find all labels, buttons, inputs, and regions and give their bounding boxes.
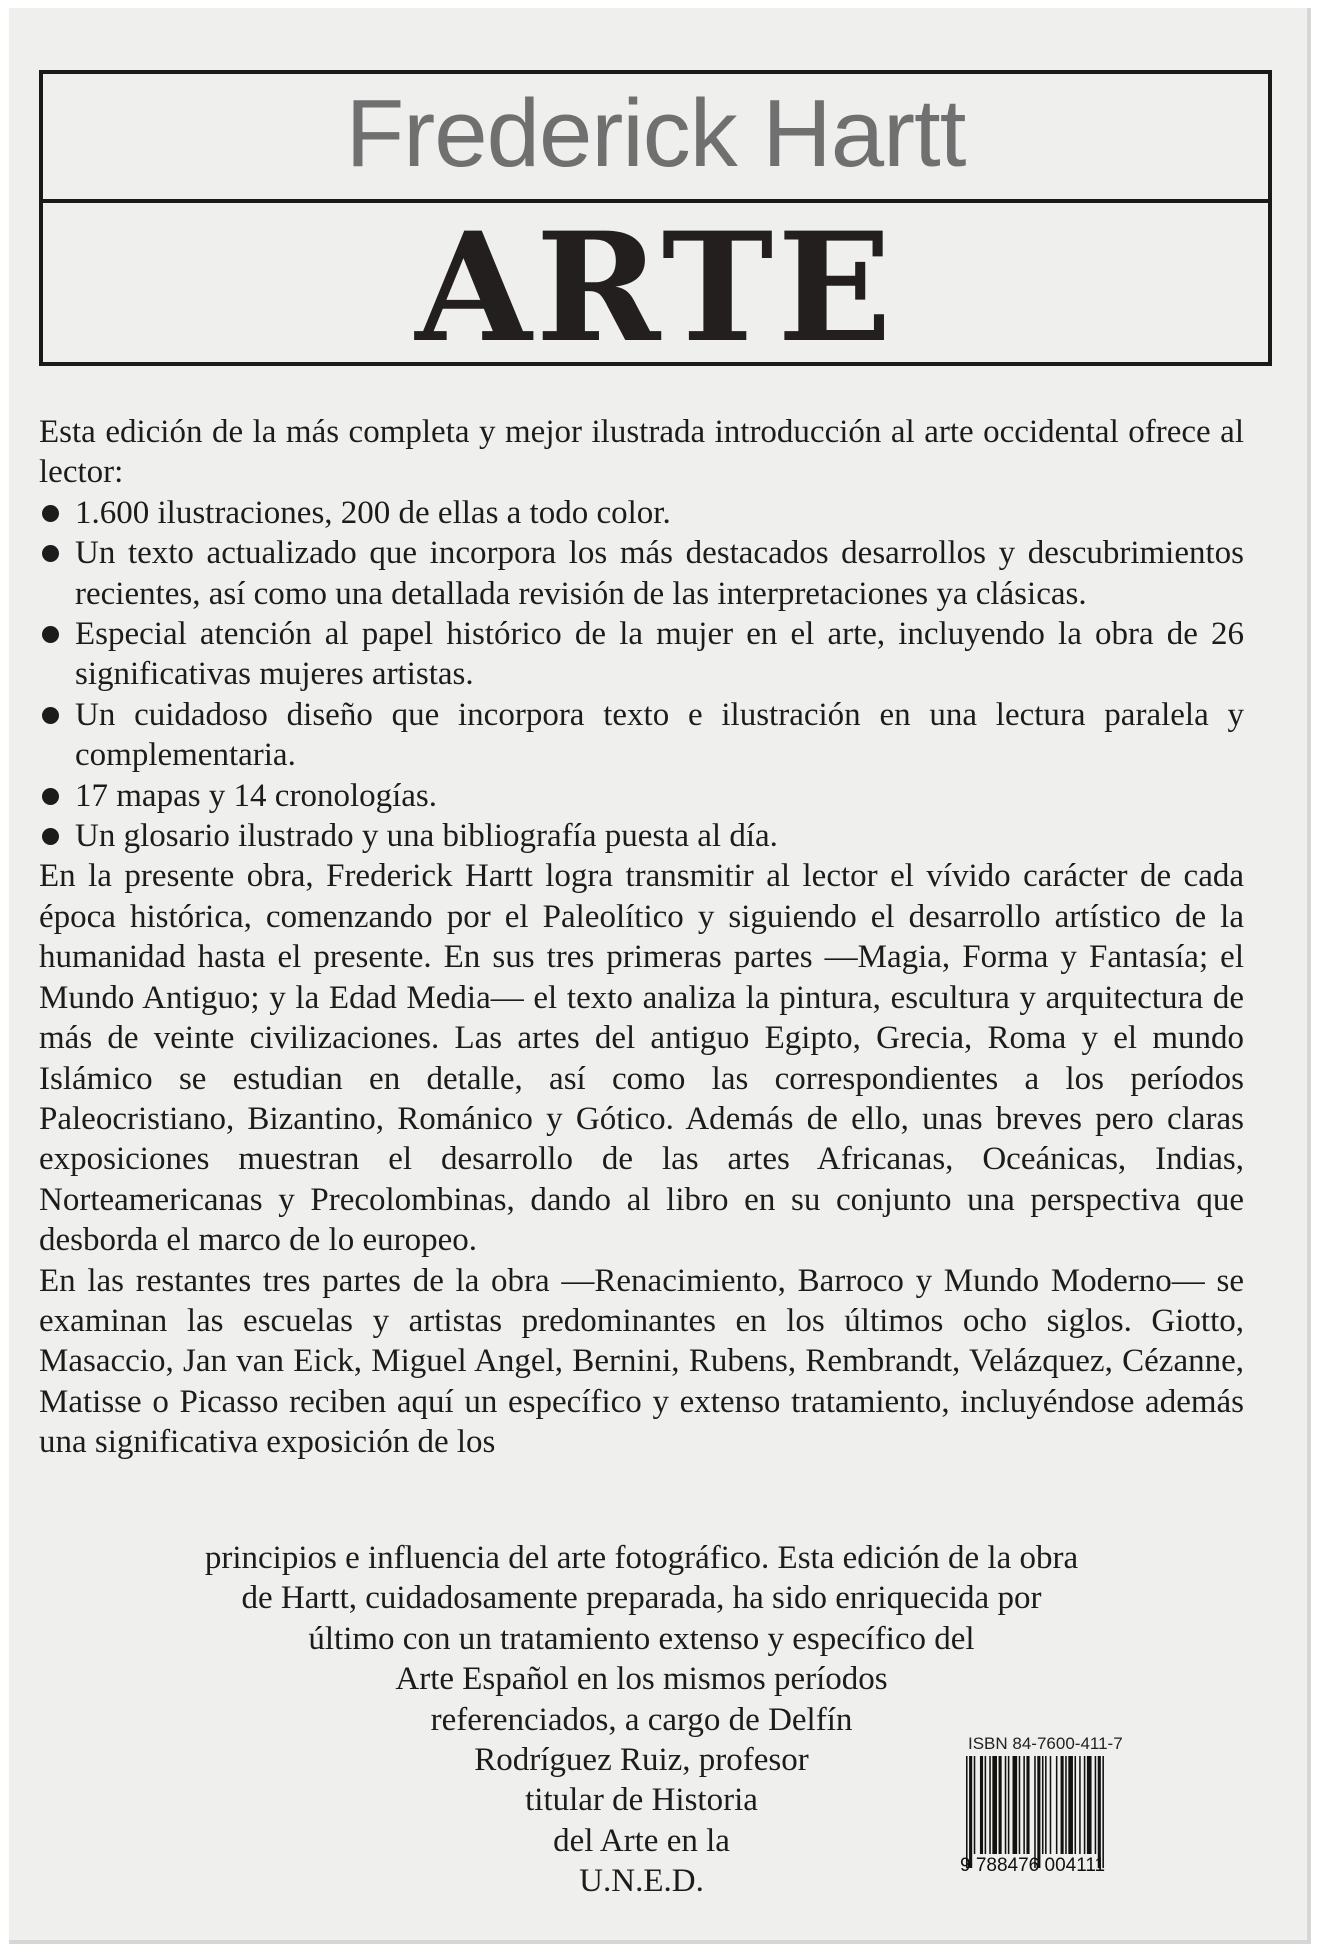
bullet-item xyxy=(39,695,1244,776)
barcode-bar xyxy=(966,1756,968,1868)
barcode-bar xyxy=(1013,1756,1018,1854)
bullet-dot-icon xyxy=(39,614,75,654)
closing-line: principios e influencia del arte fotográfico. Esta edición de la obra xyxy=(204,1540,1079,1576)
bullet-text: Especial atención al papel histórico de la mujer en el arte, incluyendo la obra de 26 significativas mujeres artistas. xyxy=(75,616,1244,693)
closing-line: del Arte en la xyxy=(553,1822,730,1859)
title-box xyxy=(39,70,1272,376)
bullet-text: Un texto actualizado que incorpora los más destacados desarrollos y descubrimientos recientes, así como una detallada revisión de las interpretaciones ya clásicas. xyxy=(75,535,1244,612)
closing-line: Rodríguez Ruiz, profesor xyxy=(474,1742,809,1779)
barcode-bar xyxy=(1008,1756,1010,1854)
barcode-bar xyxy=(1084,1756,1086,1854)
barcode-bar xyxy=(1050,1756,1052,1854)
bullet-dot-icon xyxy=(39,695,75,735)
barcode-bar xyxy=(1042,1756,1044,1854)
barcode-bar xyxy=(1056,1756,1058,1854)
barcode-bar xyxy=(1034,1756,1036,1868)
closing-line: U.N.E.D. xyxy=(579,1863,704,1900)
barcode-bar xyxy=(1065,1756,1067,1854)
barcode-bar xyxy=(1098,1756,1101,1868)
body-paragraph-2: En las restantes tres partes de la obra —Renacimiento, Barroco y Mundo Moderno— se examinan las escuelas y artistas predominantes en los últimos ocho siglos. Giotto, Masaccio, Jan van Eick, Miguel Angel, Bernini, Rubens, Rembrandt, Velázquez, Cézanne, Matisse o Picasso reciben aquí un específico y extenso tratamiento, incluyéndose además una significativa exposición de los xyxy=(39,1262,1244,1461)
closing-line: titular de Historia xyxy=(525,1782,758,1819)
barcode-bar xyxy=(1037,1756,1040,1868)
bullet-text: Un cuidadoso diseño que incorpora texto e ilustración en una lectura paralela y complementaria. xyxy=(75,696,1244,774)
barcode-bar xyxy=(1045,1756,1047,1854)
barcode-bar xyxy=(1095,1756,1097,1854)
bullet-item xyxy=(39,614,1244,695)
closing-line: último con un tratamiento extenso y específico del xyxy=(308,1620,975,1657)
barcode-bar xyxy=(974,1756,976,1854)
barcode-bar xyxy=(999,1756,1002,1854)
closing-line: Arte Español en los mismos períodos xyxy=(395,1661,888,1698)
closing-line: referenciados, a cargo de Delfín xyxy=(430,1701,853,1738)
barcode-bar xyxy=(1005,1756,1007,1854)
barcode-digits: 9 788476 004111 xyxy=(960,1855,1106,1876)
bullet-item xyxy=(39,816,1244,856)
description-text xyxy=(39,412,1244,1463)
bullet-text: Un glosario ilustrado y una bibliografía puesta al día. xyxy=(75,818,778,855)
barcode-bar xyxy=(989,1756,991,1854)
author-name: Frederick Hartt xyxy=(345,80,966,187)
barcode-bar xyxy=(1079,1756,1081,1854)
barcode-bar xyxy=(1068,1756,1073,1854)
barcode-bar xyxy=(1026,1756,1029,1854)
barcode-bar xyxy=(985,1756,987,1854)
body-paragraph-1: En la presente obra, Frederick Hartt logra transmitir al lector el vívido carácter de cada época histórica, comenzando por el Paleolítico y siguiendo el desarrollo artístico de la humanidad hasta el presente. En sus tres primeras partes —Magia, Forma y Fantasía; el Mundo Antiguo; y la Edad Media— el texto analiza la pintura, escultura y arquitectura de más de veinte civilizaciones. Las artes del antiguo Egipto, Grecia, Roma y el mundo Islámico se estudian en detalle, así como las correspondientes a los períodos Paleocristiano, Bizantino, Románico y Gótico. Además de ello, unas breves pero claras exposiciones muestran el desarrollo de las artes Africanas, Oceánicas, Indias, Norteamericanas y Precolombinas, dando al libro en su conjunto una perspectiva que desborda el marco de lo europeo. xyxy=(39,858,1244,1259)
barcode-bar xyxy=(969,1756,972,1868)
book-title: ARTE xyxy=(415,200,896,376)
bullet-dot-icon xyxy=(39,776,75,816)
barcode-bar xyxy=(1019,1756,1021,1854)
bullet-dot-icon xyxy=(39,816,75,856)
barcode-bar xyxy=(1087,1756,1092,1854)
bullet-item xyxy=(39,493,1244,533)
bullet-dot-icon xyxy=(39,533,75,573)
isbn-label: ISBN 84-7600-411-7 xyxy=(968,1734,1123,1753)
bullet-text: 1.600 ilustraciones, 200 de ellas a todo color. xyxy=(75,494,671,531)
bullet-item xyxy=(39,533,1244,614)
closing-line: de Hartt, cuidadosamente preparada, ha sido enriquecida por xyxy=(241,1580,1042,1617)
barcode-bar xyxy=(1075,1756,1077,1854)
barcode-bar xyxy=(1102,1756,1104,1868)
bullet-item xyxy=(39,776,1244,816)
barcode-bar xyxy=(980,1756,983,1854)
intro-paragraph: Esta edición de la más completa y mejor ilustrada introducción al arte occidental ofrece al lector: xyxy=(39,414,1244,491)
barcode-bar xyxy=(1061,1756,1064,1854)
book-back-cover xyxy=(9,8,1311,1944)
bullet-text: 17 mapas y 14 cronologías. xyxy=(75,777,438,814)
bullet-dot-icon xyxy=(39,493,75,533)
barcode-bar xyxy=(1023,1756,1025,1854)
barcode-bar xyxy=(992,1756,997,1854)
isbn-barcode xyxy=(960,1734,1174,1884)
